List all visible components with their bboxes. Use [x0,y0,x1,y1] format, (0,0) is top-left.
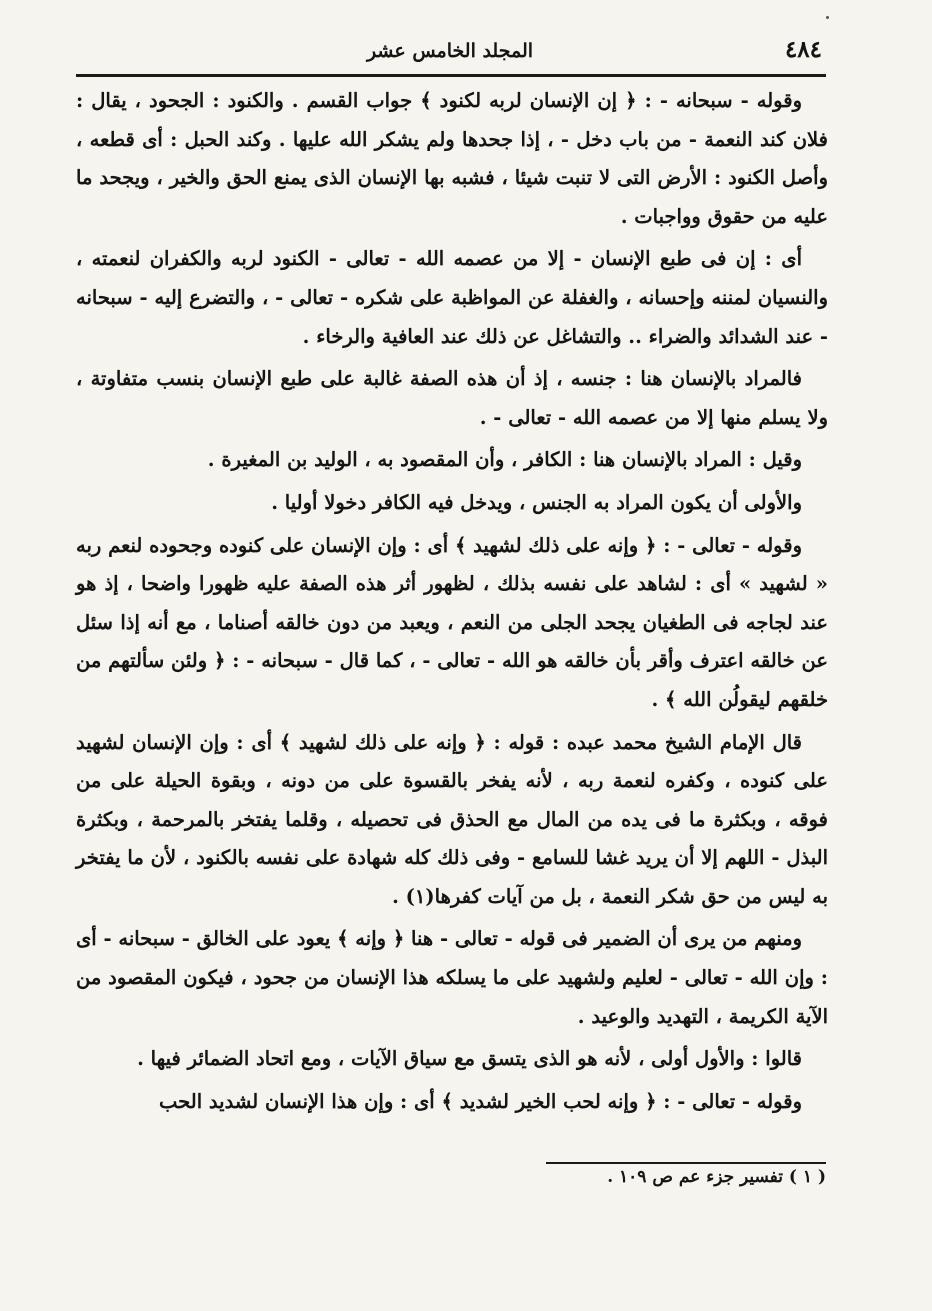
page-header [76,30,824,70]
scan-speck [826,16,829,19]
paragraph: وقوله - تعالى - : ﴿ وإنه على ذلك لشهيد ﴾ أى : وإن الإنسان على كنوده وجحوده لنعم ربه « لشهيد » أى : لشاهد على نفسه بذلك ، لظهور أثر هذه الصفة عليه ظهورا واضحا ، إذ هو عند لجاجه فى الطغيان يجحد الجلى من النعم ، ويعبد من دون خالقه أصناما ، مع أنه إذا سئل عن خالقه اعترف وأقر بأن خالقه هو الله - تعالى - ، كما قال - سبحانه - : ﴿ ولئن سألتهم من خلقهم ليقولُن الله ﴾ . [76,533,828,711]
header-rule [76,74,826,77]
body-text [76,82,828,1125]
paragraph: فالمراد بالإنسان هنا : جنسه ، إذ أن هذه الصفة غالبة على طبع الإنسان بنسب متفاوتة ، ولا يسلم منها إلا من عصمه الله - تعالى - . [76,367,828,429]
paragraph: قال الإمام الشيخ محمد عبده : قوله : ﴿ وإنه على ذلك لشهيد ﴾ أى : وإن الإنسان لشهيد على كنوده ، وكفره لنعمة ربه ، لأنه يفخر بالقسوة على من دونه ، وبقوة الحيلة على من فوقه ، وبكثرة ما فى يده من المال مع الحذق فى تحصيله ، وقلما يفتخر بالمرحمة ، وبكثرة البذل - اللهم إلا أن يريد غشا للسامع - وفى ذلك كله شهادة على نفسه بالكنود ، لأن ما يفتخر به ليس من حق شكر النعمة ، بل من آيات كفرها(١) . [76,730,828,908]
paragraph: وقوله - تعالى - : ﴿ وإنه لحب الخير لشديد ﴾ أى : وإن هذا الإنسان لشديد الحب [159,1089,802,1113]
footnote: ( ١ ) تفسير جزء عم ص ١٠٩ . [607,1167,826,1187]
paragraph: وقيل : المراد بالإنسان هنا : الكافر ، وأن المقصود به ، الوليد بن المغيرة . [207,448,802,472]
paragraph: أى : إن فى طبع الإنسان - إلا من عصمه الله - تعالى - الكنود لربه والكفران لنعمته ، والنسيان لمننه وإحسانه ، والغفلة عن المواظبة على شكره - تعالى - ، والتضرع إليه - سبحانه - عند الشدائد والضراء .. والتشاغل عن ذلك عند العافية والرخاء . [76,247,828,348]
footnote-rule [546,1162,826,1164]
paragraph: ومنهم من يرى أن الضمير فى قوله - تعالى - هنا ﴿ وإنه ﴾ يعود على الخالق - سبحانه - أى : وإن الله - تعالى - لعليم ولشهيد على ما يسلكه هذا الإنسان من جحود ، فيكون المقصود من الآية الكريمة ، التهديد والوعيد . [76,927,828,1028]
page-number: ٤٨٤ [784,36,822,63]
running-title: المجلد الخامس عشر [366,40,534,62]
paragraph: والأولى أن يكون المراد به الجنس ، ويدخل فيه الكافر دخولا أوليا . [271,490,802,514]
paragraph: وقوله - سبحانه - : ﴿ إن الإنسان لربه لكنود ﴾ جواب القسم . والكنود : الجحود ، يقال : فلان كند النعمة - من باب دخل - ، إذا جحدها ولم يشكر الله عليها . وكند الحبل : أى قطعه ، وأصل الكنود : الأرض التى لا تنبت شيئا ، فشبه بها الإنسان الذى يمنع الحق والخير ، ويجحد ما عليه من حقوق وواجبات . [76,89,828,228]
paragraph: قالوا : والأول أولى ، لأنه هو الذى يتسق مع سياق الآيات ، ومع اتحاد الضمائر فيها . [137,1047,802,1071]
